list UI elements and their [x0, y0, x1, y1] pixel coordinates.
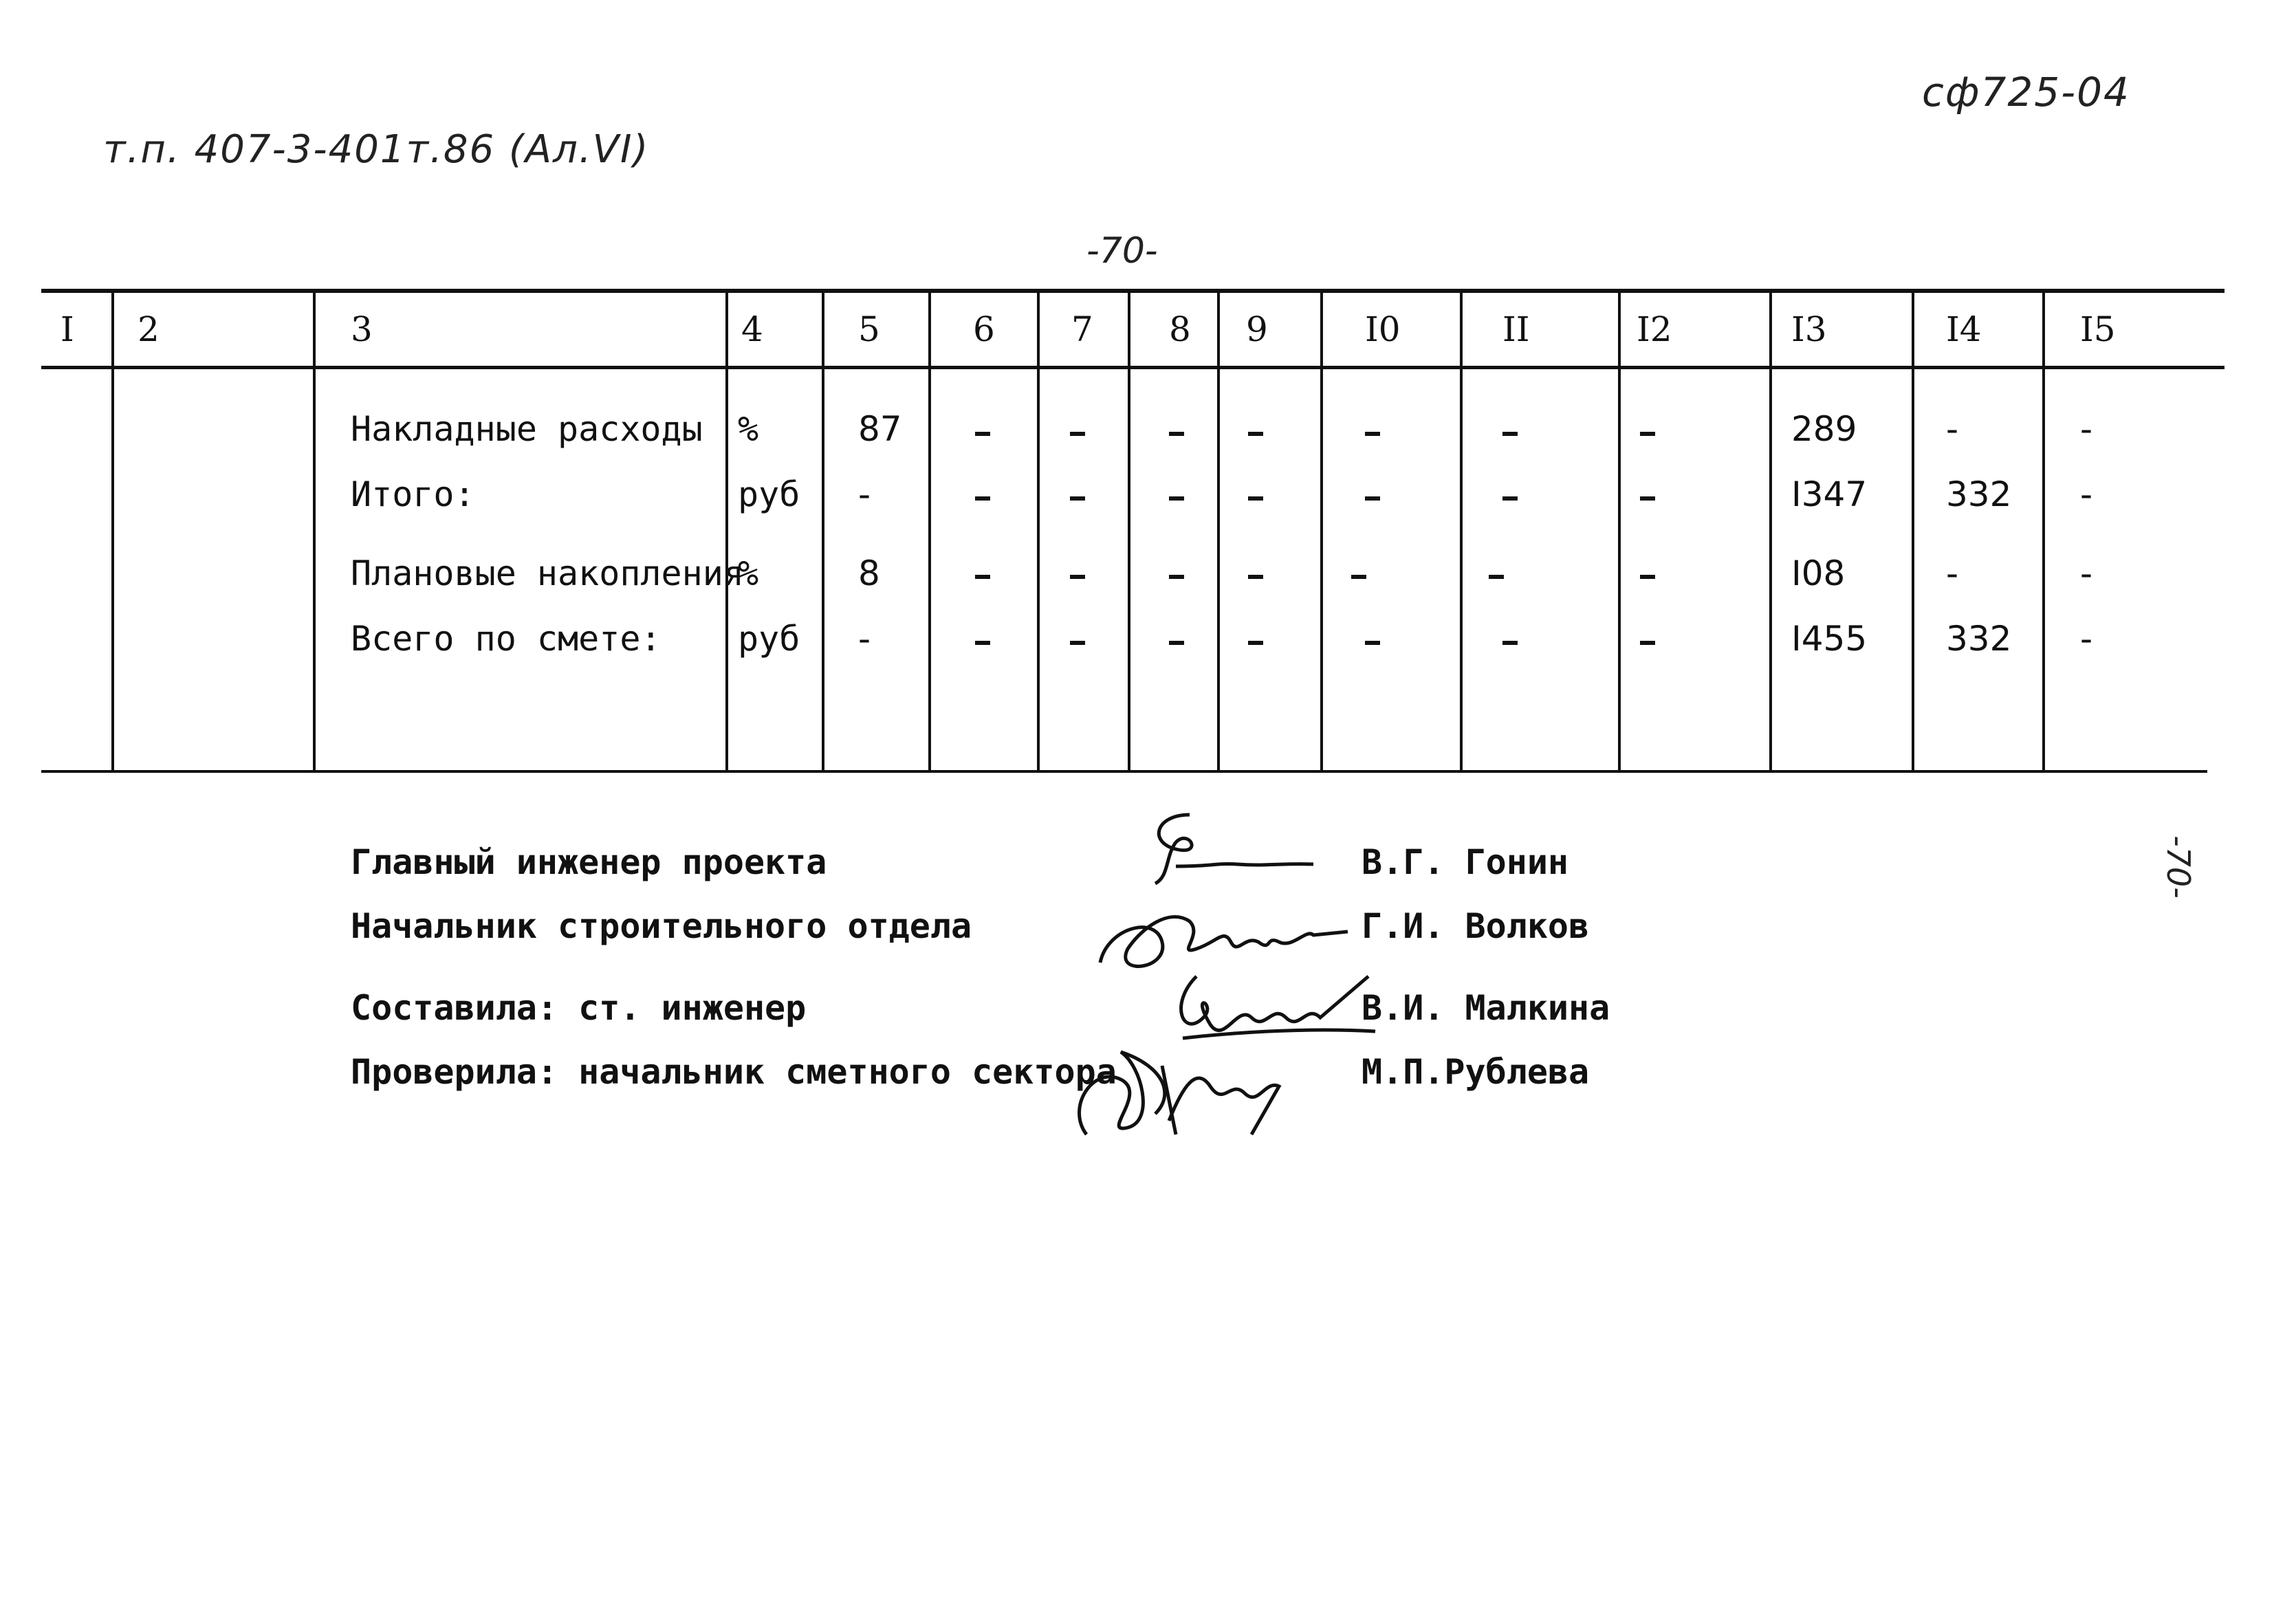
- col-divider: [725, 290, 728, 771]
- signatory-role: Начальник строительного отдела: [351, 906, 972, 946]
- signatory-name: М.П.Рублева: [1362, 1052, 1590, 1092]
- row-unit: руб: [738, 619, 800, 659]
- col-divider: [313, 290, 316, 771]
- col-divider: [1460, 290, 1463, 771]
- header-bottom-rule: [41, 366, 2224, 369]
- col-divider: [1769, 290, 1772, 771]
- signatory-role: Проверила: начальник сметного сектора: [351, 1052, 1117, 1092]
- cell-col15: -: [2080, 474, 2093, 514]
- signatory-name: Г.И. Волков: [1362, 906, 1590, 946]
- cell-col5: -: [858, 474, 871, 514]
- signature-rubleva: [1059, 1024, 1307, 1155]
- cell-col15: -: [2080, 409, 2093, 449]
- row-label: Плановые накопления: [351, 553, 744, 593]
- col-header: I3: [1791, 309, 1827, 349]
- cell-col5: 8: [858, 553, 880, 593]
- col-divider: [822, 290, 824, 771]
- col-header: 9: [1246, 309, 1268, 349]
- col-header: 5: [858, 309, 880, 349]
- row-unit: руб: [738, 474, 800, 514]
- row-label: Итого:: [351, 474, 475, 514]
- cell-col5: 87: [858, 409, 902, 449]
- col-divider: [111, 290, 114, 771]
- col-header: 6: [973, 309, 995, 349]
- col-divider: [1320, 290, 1323, 771]
- cell-col13: I08: [1791, 553, 1846, 593]
- page-number-top: -70-: [1086, 230, 1158, 272]
- cell-col14: 332: [1946, 474, 2012, 514]
- page-number-side: -70-: [2160, 835, 2197, 899]
- col-header: I2: [1637, 309, 1672, 349]
- col-header: I5: [2080, 309, 2116, 349]
- col-header: II: [1502, 309, 1530, 349]
- col-header: 3: [351, 309, 373, 349]
- signatory-role: Составила: ст. инженер: [351, 988, 807, 1028]
- col-divider: [928, 290, 931, 771]
- row-label: Всего по смете:: [351, 619, 662, 659]
- col-header: 2: [138, 309, 160, 349]
- signatory-role: Главный инженер проекта: [351, 842, 827, 882]
- cell-col15: -: [2080, 619, 2093, 659]
- document-code: т.п. 407-3-401т.86 (Ал.VI): [103, 127, 650, 172]
- col-header: I0: [1365, 309, 1401, 349]
- cell-col13: I347: [1791, 474, 1868, 514]
- cell-col14: -: [1946, 553, 1959, 593]
- table-bottom-rule: [41, 770, 2207, 773]
- col-divider: [1618, 290, 1621, 771]
- cell-col15: -: [2080, 553, 2093, 593]
- signatory-name: В.И. Малкина: [1362, 988, 1610, 1028]
- cell-col13: 289: [1791, 409, 1857, 449]
- cell-col14: 332: [1946, 619, 2012, 659]
- cell-col13: I455: [1791, 619, 1868, 659]
- col-header: 8: [1169, 309, 1191, 349]
- signatory-name: В.Г. Гонин: [1362, 842, 1569, 882]
- col-divider: [1128, 290, 1130, 771]
- cell-col14: -: [1946, 409, 1959, 449]
- row-unit: %: [738, 409, 759, 449]
- col-divider: [1037, 290, 1040, 771]
- row-label: Накладные расходы: [351, 409, 703, 449]
- signature-gonin: [1128, 801, 1334, 890]
- col-header: I: [61, 309, 74, 349]
- col-header: I4: [1946, 309, 1982, 349]
- table-top-rule: [41, 289, 2224, 293]
- sheet-code: сф725-04: [1922, 69, 2130, 116]
- col-divider: [1217, 290, 1220, 771]
- cell-col5: -: [858, 619, 871, 659]
- col-divider: [2042, 290, 2045, 771]
- col-header: 7: [1071, 309, 1093, 349]
- row-unit: %: [738, 553, 759, 593]
- col-divider: [1912, 290, 1914, 771]
- col-header: 4: [741, 309, 763, 349]
